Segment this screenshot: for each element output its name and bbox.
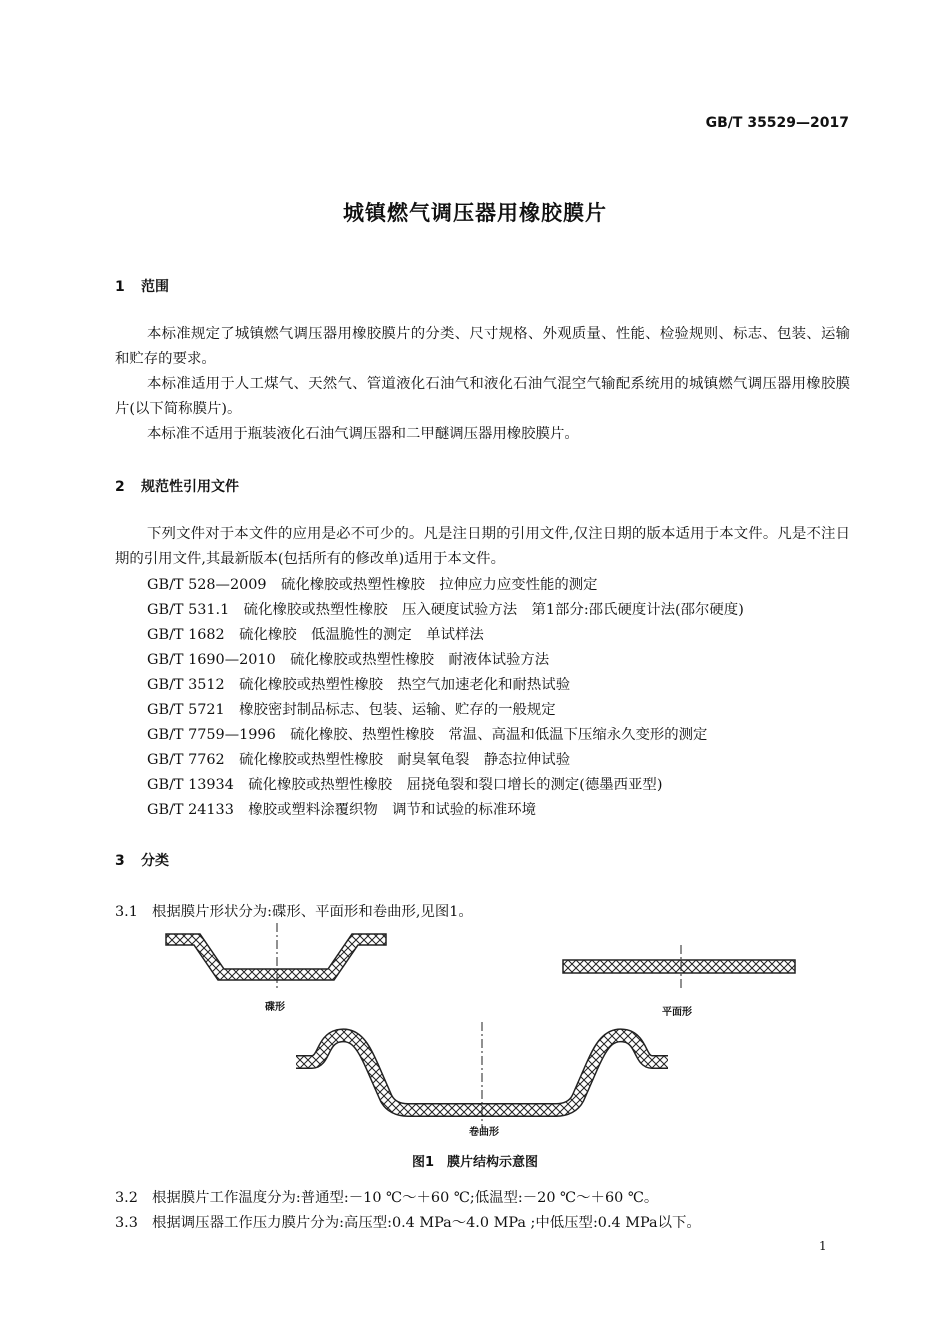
- reference-item: GB/T 13934 硫化橡胶或热塑性橡胶 屈挠龟裂和裂口增长的测定(德墨西亚型): [147, 777, 663, 793]
- section-title: 规范性引用文件: [141, 479, 239, 495]
- clause-number: 3.3: [115, 1215, 138, 1231]
- scope-paragraph-3: 本标准不适用于瓶装液化石油气调压器和二甲醚调压器用橡胶膜片。: [147, 426, 579, 442]
- page-number: 1: [819, 1239, 827, 1253]
- section-title: 范围: [141, 279, 169, 295]
- clause-3-2: [115, 1186, 658, 1207]
- curl-shape-label: 卷曲形: [469, 1127, 499, 1138]
- clause-text: 根据调压器工作压力膜片分为:高压型:0.4 MPa～4.0 MPa ;中低压型:0.4 MPa以下。: [152, 1215, 701, 1231]
- reference-item: GB/T 24133 橡胶或塑料涂覆织物 调节和试验的标准环境: [147, 802, 537, 818]
- reference-item: GB/T 3512 硫化橡胶或热塑性橡胶 热空气加速老化和耐热试验: [147, 677, 571, 693]
- reference-item: GB/T 7762 硫化橡胶或热塑性橡胶 耐臭氧龟裂 静态拉伸试验: [147, 752, 571, 768]
- flat-shape-label: 平面形: [662, 1007, 692, 1018]
- scope-paragraph-1: 本标准规定了城镇燃气调压器用橡胶膜片的分类、尺寸规格、外观质量、性能、检验规则、标志、包装、运输和贮存的要求。: [115, 326, 850, 367]
- reference-item: GB/T 1690—2010 硫化橡胶或热塑性橡胶 耐液体试验方法: [147, 652, 550, 668]
- clause-number: 3.1: [115, 904, 138, 920]
- clause-number: 3.2: [115, 1190, 138, 1206]
- reference-item: GB/T 531.1 硫化橡胶或热塑性橡胶 压入硬度试验方法 第1部分:邵氏硬度计法(邵尔硬度): [147, 602, 744, 618]
- scope-paragraph-2: 本标准适用于人工煤气、天然气、管道液化石油气和液化石油气混空气输配系统用的城镇燃气调压器用橡胶膜片(以下简称膜片)。: [115, 376, 850, 417]
- reference-item: GB/T 528—2009 硫化橡胶或热塑性橡胶 拉伸应力应变性能的测定: [147, 577, 598, 593]
- reference-item: GB/T 7759—1996 硫化橡胶、热塑性橡胶 常温、高温和低温下压缩永久变形的测定: [147, 727, 708, 743]
- dish-shape-label: 碟形: [265, 1002, 285, 1013]
- reference-item: GB/T 1682 硫化橡胶 低温脆性的测定 单试样法: [147, 627, 484, 643]
- document-title: 城镇燃气调压器用橡胶膜片: [343, 201, 607, 225]
- flat-shape-drawing: [563, 945, 795, 990]
- dish-shape-drawing: [166, 923, 386, 990]
- reference-item: GB/T 5721 橡胶密封制品标志、包装、运输、贮存的一般规定: [147, 702, 556, 718]
- section-number: 2: [115, 479, 125, 495]
- figure-caption: 图1 膜片结构示意图: [411, 1155, 539, 1170]
- clause-text: 根据膜片工作温度分为:普通型:－10 ℃～＋60 ℃;低温型:－20 ℃～＋60 ℃。: [152, 1190, 659, 1206]
- section-number: 3: [115, 853, 125, 869]
- clause-3-3: [115, 1211, 701, 1232]
- standard-code: GB/T 35529—2017: [705, 115, 849, 131]
- section-title: 分类: [141, 853, 169, 869]
- section-number: 1: [115, 279, 125, 295]
- curled-shape-drawing: [296, 1022, 668, 1128]
- clause-text: 根据膜片形状分为:碟形、平面形和卷曲形,见图1。: [152, 904, 473, 920]
- references-intro-paragraph: 下列文件对于本文件的应用是必不可少的。凡是注日期的引用文件,仅注日期的版本适用于本文件。凡是不注日期的引用文件,其最新版本(包括所有的修改单)适用于本文件。: [115, 526, 850, 567]
